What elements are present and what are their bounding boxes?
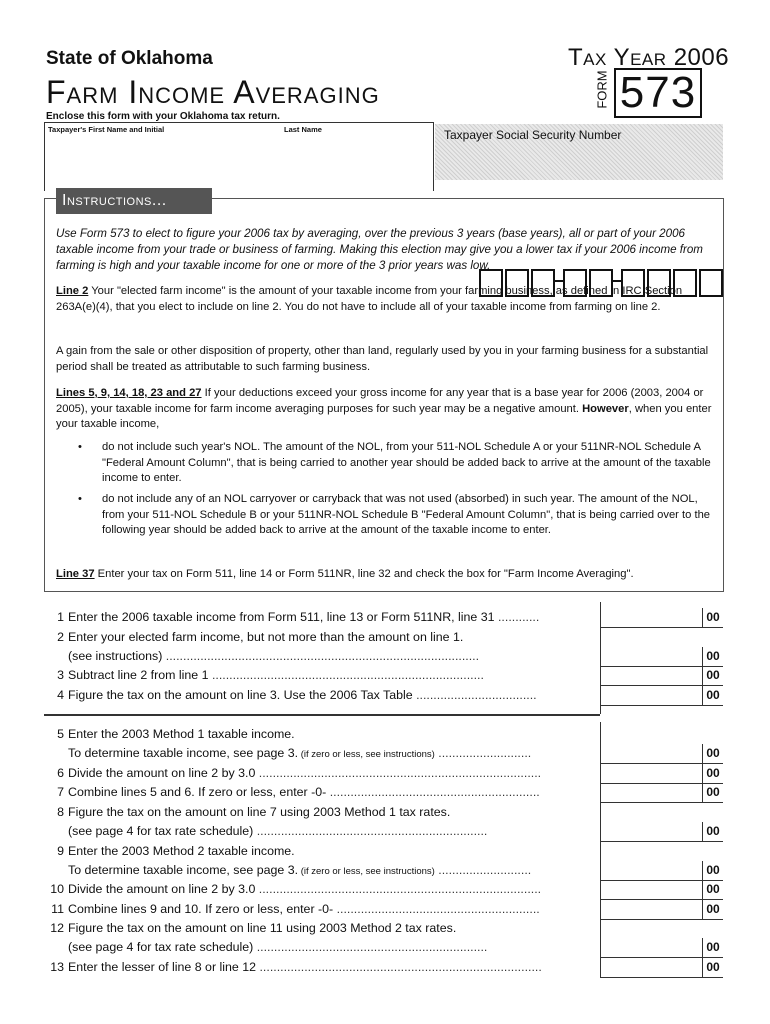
form-line — [34, 764, 600, 783]
form-line — [34, 725, 600, 744]
tax-year: Tax Year 2006 — [568, 44, 730, 71]
line-text: Combine lines 9 and 10. If zero or less, enter -0- — [68, 902, 334, 916]
line-number: 2 — [57, 630, 64, 644]
taxpayer-name-box — [44, 122, 434, 191]
last-name-field[interactable] — [284, 137, 430, 187]
line-number: 6 — [57, 766, 64, 780]
amount-column-top — [600, 602, 723, 714]
line-text: Subtract line 2 from line 1 — [68, 668, 209, 682]
form-line — [34, 822, 600, 841]
line-number: 1 — [57, 610, 64, 624]
however-text: However — [582, 402, 629, 415]
line-text: To determine taxable income, see page 3. — [68, 746, 299, 760]
leader-dots: ................................... — [412, 688, 537, 702]
line-text: Combine lines 5 and 6. If zero or less, enter -0- — [68, 785, 327, 799]
line37-label: Line 37 — [56, 568, 95, 580]
leader-dots: ........................... — [434, 746, 532, 760]
line-number: 8 — [57, 805, 64, 819]
form-line — [34, 842, 600, 861]
line-number: 5 — [57, 727, 64, 741]
line-number: 9 — [57, 844, 64, 858]
ssn-label: Taxpayer Social Security Number — [444, 128, 622, 142]
cents-value: 00 — [702, 822, 723, 841]
cents-value: 00 — [702, 900, 723, 919]
form-line — [34, 919, 600, 938]
leader-dots: ........................................................... — [333, 902, 540, 916]
instructions-intro: Use Form 573 to elect to figure your 2006 tax by averaging, over the previous 3 years (base years), all or part of your 2006 taxable income from your trade or business of farming. Making this election may give you a lower tax if your 2006 income from farming is high and your taxable income for one or more of the 3 prior years was low. — [56, 227, 703, 272]
lines5-tail: , when you enter your taxable income, — [56, 402, 712, 430]
cents-value: 00 — [702, 783, 723, 802]
line-text: Divide the amount on line 2 by 3.0 — [68, 766, 256, 780]
form-line — [34, 783, 600, 802]
amount-column-bottom — [600, 722, 723, 978]
cents-value: 00 — [702, 958, 723, 977]
line-note: (if zero or less, see instructions) — [298, 866, 435, 877]
leader-dots: .................................................................................. — [256, 960, 542, 974]
line-number: 11 — [51, 902, 64, 916]
lines5-text: If your deductions exceed your gross income for any year that is a base year for 2006 (2003, 2004 or 2005), your taxable income for farm income averaging purposes for such year may be a negative amount. — [56, 387, 704, 415]
cents-value: 00 — [702, 861, 723, 880]
cents-value: 00 — [702, 686, 723, 705]
leader-dots: ........................... — [434, 863, 532, 877]
line-text: (see page 4 for tax rate schedule) — [68, 940, 254, 954]
form-line — [34, 861, 600, 880]
instructions-heading: Instructions... — [56, 188, 212, 214]
form-line — [34, 958, 600, 977]
form-line — [34, 938, 600, 957]
last-name-label: Last Name — [284, 125, 322, 134]
form-word: FORM — [594, 70, 610, 109]
form-line — [34, 628, 600, 647]
gain-instruction: A gain from the sale or other disposition of property, other than land, regularly used by you in your farming business for a substantial period shall be treated as attributable to such farming business. — [56, 345, 709, 373]
lines5-label: Lines 5, 9, 14, 18, 23 and 27 — [56, 387, 202, 399]
line-number: 7 — [57, 785, 64, 799]
line-number: 12 — [50, 921, 64, 935]
leader-dots: ................................................................... — [253, 824, 488, 838]
leader-dots: ............................................................. — [326, 785, 540, 799]
line-note: (if zero or less, see instructions) — [298, 749, 435, 760]
lines5-instruction — [56, 386, 714, 433]
line-text: To determine taxable income, see page 3. — [68, 863, 299, 877]
form-line — [34, 666, 600, 685]
line37-instruction — [56, 567, 714, 583]
state-name: State of Oklahoma — [46, 48, 213, 69]
form-title: Farm Income Averaging — [46, 74, 380, 110]
form-line — [34, 880, 600, 899]
leader-dots: ............................................................................... — [208, 668, 484, 682]
leader-dots: ........................................................................................... — [162, 649, 480, 663]
bullet-2: do not include any of an NOL carryover or carryback that was not used (absorbed) in such year. The amount of the NOL, from your 511-NOL Schedule B or your 511NR-NOL Schedule B "Federal Amount Column", that is being carried over to the following year should be added back to arrive at the amount of the taxable income to enter. — [102, 493, 711, 536]
line-number: 10 — [50, 882, 64, 896]
line2-instruction — [56, 284, 714, 315]
form-number: 573 — [614, 68, 702, 118]
leader-dots: .................................................................................. — [255, 882, 542, 896]
line-text: Figure the tax on the amount on line 7 using 2003 Method 1 tax rates. — [68, 805, 451, 819]
form-line — [34, 686, 600, 705]
line37-text: Enter your tax on Form 511, line 14 or Form 511NR, line 32 and check the box for "Farm Income Averaging". — [94, 568, 634, 580]
line-text: Enter the lesser of line 8 or line 12 — [68, 960, 257, 974]
line-text: (see instructions) — [68, 649, 163, 663]
leader-dots: ................................................................... — [253, 940, 488, 954]
line-text: Divide the amount on line 2 by 3.0 — [68, 882, 256, 896]
form-line — [34, 608, 600, 627]
bullet-1: do not include such year's NOL. The amount of the NOL, from your 511-NOL Schedule A or your 511NR-NOL Schedule A "Federal Amount Column", that is being carried to another year should be added back to arrive at the amount of the taxable income to enter. — [102, 441, 711, 484]
form-line — [34, 900, 600, 919]
line-text: Enter the 2003 Method 1 taxable income. — [68, 727, 295, 741]
bullet-2-marker: • — [78, 493, 82, 505]
cents-value: 00 — [702, 647, 723, 666]
line2-text: Your "elected farm income" is the amount of your taxable income from your farming business, as defined in IRC Section 263A(e)(4), that you elect to include on line 2. You do not have to include all of your taxable income from farming on line 2. — [56, 285, 683, 313]
section-divider — [44, 714, 600, 716]
bullet-1-marker: • — [78, 441, 82, 453]
line-number: 3 — [57, 668, 64, 682]
line-text: Figure the tax on the amount on line 11 using 2003 Method 2 tax rates. — [68, 921, 457, 935]
line-number: 13 — [50, 960, 64, 974]
first-name-field[interactable] — [48, 137, 276, 187]
line-text: Enter the 2003 Method 2 taxable income. — [68, 844, 295, 858]
leader-dots: ............ — [494, 610, 540, 624]
line2-label: Line 2 — [56, 285, 89, 297]
form-line — [34, 744, 600, 763]
cents-value: 00 — [702, 938, 723, 957]
line-text: Figure the tax on the amount on line 3. Use the 2006 Tax Table — [68, 688, 413, 702]
line-text: (see page 4 for tax rate schedule) — [68, 824, 254, 838]
line-text: Enter your elected farm income, but not more than the amount on line 1. — [68, 630, 464, 644]
leader-dots: .................................................................................. — [255, 766, 542, 780]
line-text: Enter the 2006 taxable income from Form 511, line 13 or Form 511NR, line 31 — [68, 610, 495, 624]
form-line — [34, 803, 600, 822]
form-line — [34, 647, 600, 666]
line-number: 4 — [57, 688, 64, 702]
first-name-label: Taxpayer's First Name and Initial — [48, 125, 165, 134]
cents-value: 00 — [702, 764, 723, 783]
cents-value: 00 — [702, 666, 723, 685]
cents-value: 00 — [702, 880, 723, 899]
cents-value: 00 — [702, 608, 723, 627]
enclose-note: Enclose this form with your Oklahoma tax return. — [46, 111, 280, 122]
cents-value: 00 — [702, 744, 723, 763]
